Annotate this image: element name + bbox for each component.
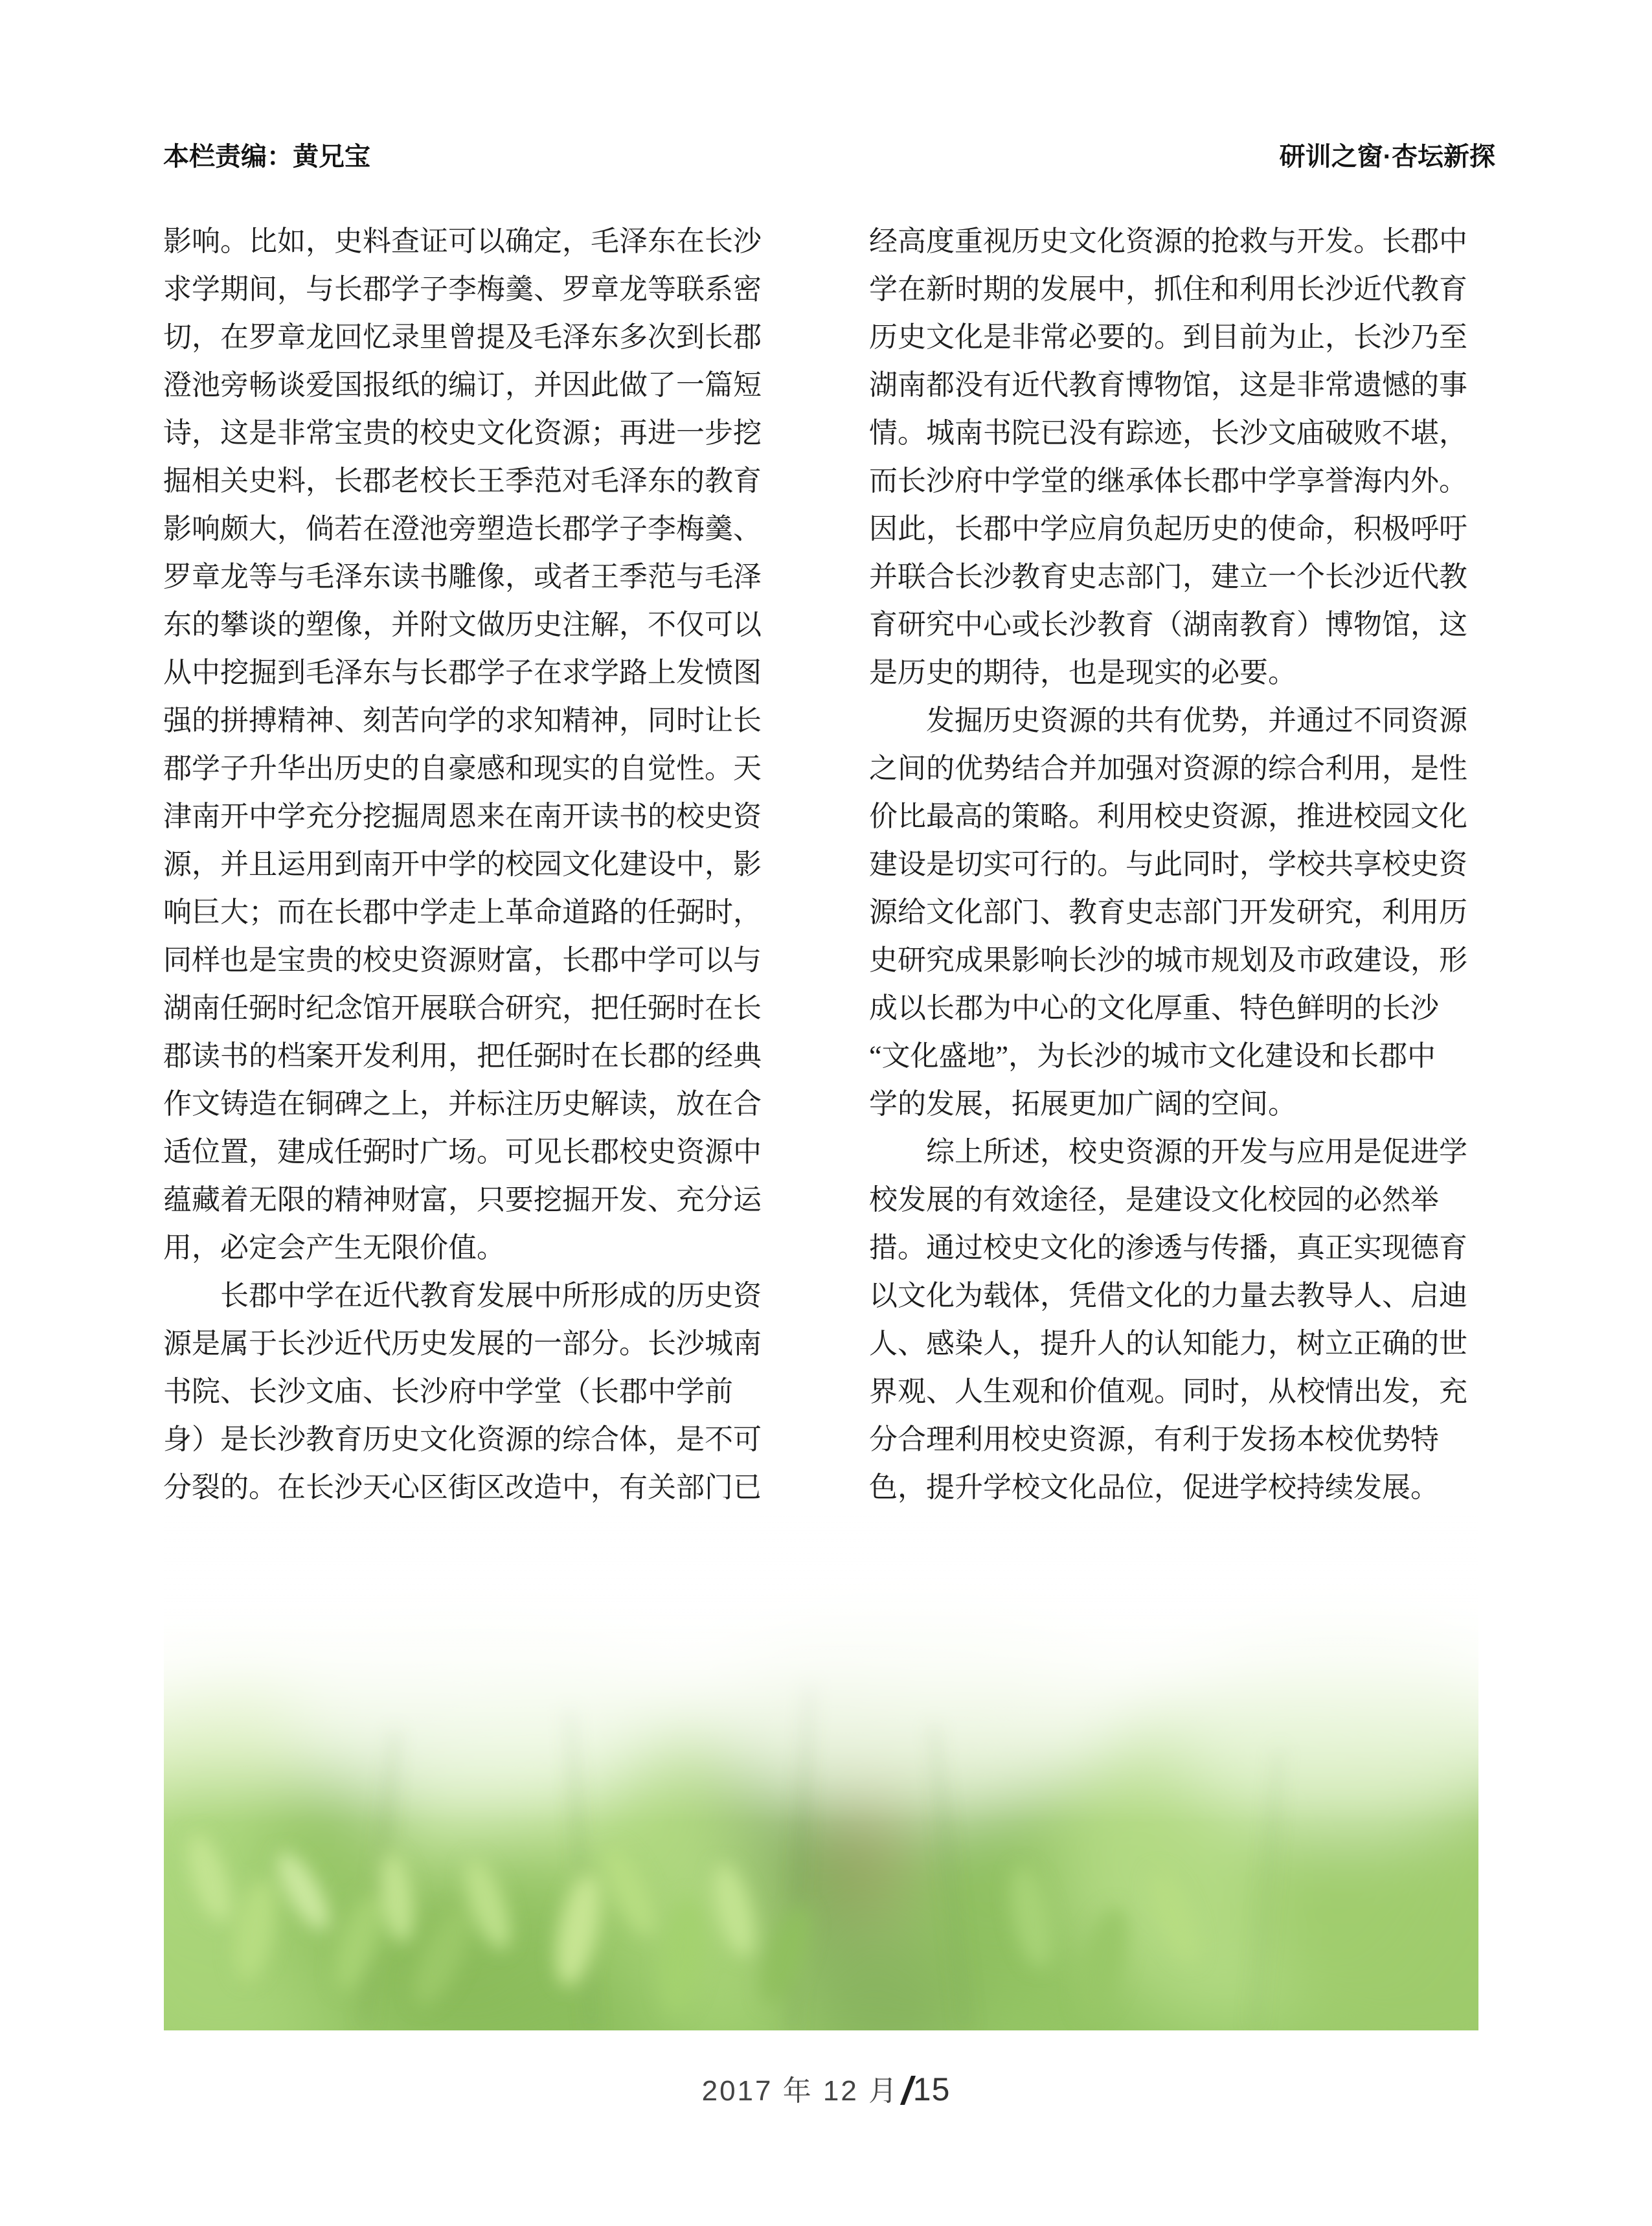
text-line: 掘相关史料，长郡老校长王季范对毛泽东的教育 [163,465,762,497]
text-line: 切，在罗章龙回忆录里曾提及毛泽东多次到长郡 [163,321,762,353]
text-line: 长郡中学在近代教育发展中所形成的历史资 [163,1280,762,1312]
text-line: 湖南都没有近代教育博物馆，这是非常遗憾的事 [869,369,1467,401]
text-line: 诗，这是非常宝贵的校史文化资源；再进一步挖 [163,417,762,449]
text-line: 价比最高的策略。利用校史资源，推进校园文化 [869,801,1467,832]
text-line: 湖南任弼时纪念馆开展联合研究，把任弼时在长 [163,992,762,1024]
text-line: 以文化为载体，凭借文化的力量去教导人、启迪 [869,1280,1467,1312]
text-line: 同样也是宝贵的校史资源财富，长郡中学可以与 [163,944,762,976]
text-line: 发掘历史资源的共有优势，并通过不同资源 [869,705,1467,736]
text-line: 书院、长沙文庙、长沙府中学堂（长郡中学前 [163,1376,733,1407]
text-line: 蕴藏着无限的精神财富，只要挖掘开发、充分运 [163,1184,762,1216]
text-line: 建设是切实可行的。与此同时，学校共享校史资 [869,848,1467,880]
text-line: 影响。比如，史料查证可以确定，毛泽东在长沙 [163,225,762,257]
text-line: 郡学子升华出历史的自豪感和现实的自觉性。天 [163,753,762,784]
text-line: 措。通过校史文化的渗透与传播，真正实现德育 [869,1232,1467,1264]
text-line: 强的拼搏精神、刻苦向学的求知精神，同时让长 [163,705,762,736]
text-line: 之间的优势结合并加强对资源的综合利用，是性 [869,753,1467,784]
text-line: 历史文化是非常必要的。到目前为止，长沙乃至 [869,321,1467,353]
text-line: 色，提升学校文化品位，促进学校持续发展。 [869,1471,1439,1503]
fern-photo [164,1516,1478,2030]
text-line: 津南开中学充分挖掘周恩来在南开读书的校史资 [163,801,762,832]
text-line: “文化盛地”，为长沙的城市文化建设和长郡中 [869,1040,1436,1072]
text-line: 源是属于长沙近代历史发展的一部分。长沙城南 [163,1328,762,1359]
text-line: 并联合长沙教育史志部门，建立一个长沙近代教 [869,561,1467,593]
text-line: 史研究成果影响长沙的城市规划及市政建设，形 [869,944,1467,976]
fern-photo-art [164,1516,1478,2030]
text-line: 郡读书的档案开发利用，把任弼时在长郡的经典 [163,1040,762,1072]
text-line: 响巨大；而在长郡中学走上革命道路的任弼时， [163,896,762,928]
text-line: 情。城南书院已没有踪迹，长沙文庙破败不堪， [869,417,1467,449]
text-line: 而长沙府中学堂的继承体长郡中学享誉海内外。 [869,465,1467,497]
text-line: 适位置，建成任弼时广场。可见长郡校史资源中 [163,1136,762,1168]
text-line: 东的攀谈的塑像，并附文做历史注解，不仅可以 [163,609,762,641]
text-line: 人、感染人，提升人的认知能力，树立正确的世 [869,1328,1467,1359]
text-line: 作文铸造在铜碑之上，并标注历史解读，放在合 [163,1088,762,1120]
text-line: 用，必定会产生无限价值。 [163,1232,505,1264]
column-editor-credit: 本栏责编：黄兄宝 [163,142,370,171]
text-line: 源，并且运用到南开中学的校园文化建设中，影 [163,848,762,880]
page-footer [0,2067,1652,2113]
text-line: 学的发展，拓展更加广阔的空间。 [869,1088,1296,1120]
text-line: 因此，长郡中学应肩负起历史的使命，积极呼吁 [869,513,1467,545]
article-column-right [869,218,1499,1512]
text-line: 分合理利用校史资源，有利于发扬本校优势特 [869,1424,1439,1455]
issue-date: 2017 年 12 月 [701,2075,900,2107]
text-line: 身）是长沙教育历史文化资源的综合体，是不可 [163,1424,762,1455]
text-line: 界观、人生观和价值观。同时，从校情出发，充 [869,1376,1467,1407]
running-head [163,136,1495,170]
text-line: 学在新时期的发展中，抓住和利用长沙近代教育 [869,273,1467,305]
text-line: 罗章龙等与毛泽东读书雕像，或者王季范与毛泽 [163,561,762,593]
footer-slash: / [901,2069,912,2113]
text-line: 从中挖掘到毛泽东与长郡学子在求学路上发愤图 [163,657,762,688]
text-line: 影响颇大，倘若在澄池旁塑造长郡学子李梅羹、 [163,513,762,545]
text-line: 澄池旁畅谈爱国报纸的编订，并因此做了一篇短 [163,369,762,401]
text-line: 经高度重视历史文化资源的抢救与开发。长郡中 [869,225,1467,257]
section-title: 研训之窗·杏坛新探 [1279,142,1495,171]
text-line: 校发展的有效途径，是建设文化校园的必然举 [869,1184,1439,1216]
page-number: 15 [912,2071,951,2107]
text-line: 源给文化部门、教育史志部门开发研究，利用历 [869,896,1467,928]
text-line: 成以长郡为中心的文化厚重、特色鲜明的长沙 [869,992,1439,1024]
text-line: 育研究中心或长沙教育（湖南教育）博物馆，这 [869,609,1467,641]
text-line: 求学期间，与长郡学子李梅羹、罗章龙等联系密 [163,273,762,305]
article-column-left [163,218,793,1512]
photo-top-fade [164,1516,1478,2030]
text-line: 分裂的。在长沙天心区街区改造中，有关部门已 [163,1471,762,1503]
text-line: 综上所述，校史资源的开发与应用是促进学 [869,1136,1467,1168]
text-line: 是历史的期待，也是现实的必要。 [869,657,1296,688]
